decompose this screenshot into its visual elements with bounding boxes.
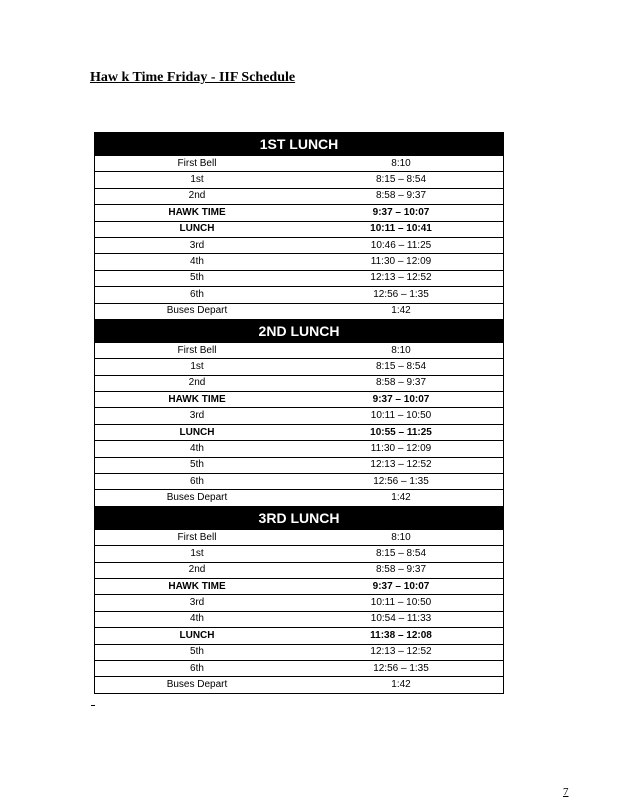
period-cell: 3rd — [95, 237, 300, 253]
schedule-row — [95, 457, 504, 473]
schedule-row — [95, 221, 504, 237]
time-cell: 11:30 – 12:09 — [299, 441, 504, 457]
period-cell: Buses Depart — [95, 677, 300, 693]
period-cell: 5th — [95, 270, 300, 286]
time-cell: 10:11 – 10:50 — [299, 595, 504, 611]
schedule-row — [95, 490, 504, 506]
time-cell: 12:13 – 12:52 — [299, 644, 504, 660]
schedule-row — [95, 660, 504, 676]
time-cell: 10:11 – 10:41 — [299, 221, 504, 237]
schedule-row — [95, 644, 504, 660]
time-cell: 10:46 – 11:25 — [299, 237, 504, 253]
period-cell: 2nd — [95, 375, 300, 391]
schedule-row — [95, 254, 504, 270]
time-cell: 12:56 – 1:35 — [299, 660, 504, 676]
period-cell: HAWK TIME — [95, 392, 300, 408]
time-cell: 8:15 – 8:54 — [299, 359, 504, 375]
schedule-row — [95, 441, 504, 457]
time-cell: 8:10 — [299, 529, 504, 545]
stray-mark — [91, 705, 95, 706]
period-cell: HAWK TIME — [95, 578, 300, 594]
schedule-row — [95, 424, 504, 440]
schedule-row — [95, 578, 504, 594]
period-cell: 6th — [95, 287, 300, 303]
time-cell: 8:15 – 8:54 — [299, 172, 504, 188]
time-cell: 9:37 – 10:07 — [299, 392, 504, 408]
time-cell: 1:42 — [299, 303, 504, 319]
schedule-row — [95, 237, 504, 253]
time-cell: 10:54 – 11:33 — [299, 611, 504, 627]
schedule-row — [95, 529, 504, 545]
time-cell: 1:42 — [299, 490, 504, 506]
section-header-row — [95, 506, 504, 529]
schedule-row — [95, 474, 504, 490]
schedule-row — [95, 287, 504, 303]
schedule-row — [95, 270, 504, 286]
period-cell: 4th — [95, 441, 300, 457]
period-cell: 4th — [95, 611, 300, 627]
schedule-row — [95, 303, 504, 319]
period-cell: First Bell — [95, 342, 300, 358]
schedule-row — [95, 611, 504, 627]
time-cell: 10:11 – 10:50 — [299, 408, 504, 424]
period-cell: 5th — [95, 457, 300, 473]
period-cell: 4th — [95, 254, 300, 270]
period-cell: Buses Depart — [95, 490, 300, 506]
period-cell: 5th — [95, 644, 300, 660]
time-cell: 12:56 – 1:35 — [299, 474, 504, 490]
schedule-row — [95, 359, 504, 375]
period-cell: 1st — [95, 546, 300, 562]
time-cell: 8:58 – 9:37 — [299, 562, 504, 578]
period-cell: First Bell — [95, 529, 300, 545]
schedule-row — [95, 188, 504, 204]
period-cell: 6th — [95, 474, 300, 490]
period-cell: 1st — [95, 359, 300, 375]
time-cell: 8:10 — [299, 156, 504, 172]
time-cell: 12:13 – 12:52 — [299, 270, 504, 286]
time-cell: 8:58 – 9:37 — [299, 375, 504, 391]
schedule-row — [95, 562, 504, 578]
period-cell: 1st — [95, 172, 300, 188]
section-header-row — [95, 133, 504, 156]
schedule-row — [95, 342, 504, 358]
schedule-row — [95, 392, 504, 408]
schedule-row — [95, 677, 504, 693]
section-header-row — [95, 319, 504, 342]
schedule-row — [95, 156, 504, 172]
section-header: 1ST LUNCH — [95, 133, 504, 156]
time-cell: 8:10 — [299, 342, 504, 358]
document-title: Haw k Time Friday - IIF Schedule — [90, 70, 296, 85]
schedule-row — [95, 205, 504, 221]
time-cell: 11:38 – 12:08 — [299, 628, 504, 644]
period-cell: 6th — [95, 660, 300, 676]
schedule-row — [95, 546, 504, 562]
time-cell: 1:42 — [299, 677, 504, 693]
page-number: 7 — [563, 786, 569, 798]
period-cell: First Bell — [95, 156, 300, 172]
period-cell: 2nd — [95, 188, 300, 204]
time-cell: 12:56 – 1:35 — [299, 287, 504, 303]
time-cell: 9:37 – 10:07 — [299, 205, 504, 221]
schedule-row — [95, 595, 504, 611]
schedule-row — [95, 172, 504, 188]
section-header: 2ND LUNCH — [95, 319, 504, 342]
period-cell: LUNCH — [95, 424, 300, 440]
period-cell: 3rd — [95, 408, 300, 424]
period-cell: HAWK TIME — [95, 205, 300, 221]
time-cell: 10:55 – 11:25 — [299, 424, 504, 440]
schedule-row — [95, 375, 504, 391]
period-cell: LUNCH — [95, 221, 300, 237]
time-cell: 12:13 – 12:52 — [299, 457, 504, 473]
schedule-table — [94, 132, 504, 694]
time-cell: 8:58 – 9:37 — [299, 188, 504, 204]
period-cell: 2nd — [95, 562, 300, 578]
period-cell: LUNCH — [95, 628, 300, 644]
time-cell: 11:30 – 12:09 — [299, 254, 504, 270]
period-cell: 3rd — [95, 595, 300, 611]
time-cell: 9:37 – 10:07 — [299, 578, 504, 594]
period-cell: Buses Depart — [95, 303, 300, 319]
schedule-row — [95, 628, 504, 644]
schedule-body — [95, 133, 504, 694]
section-header: 3RD LUNCH — [95, 506, 504, 529]
time-cell: 8:15 – 8:54 — [299, 546, 504, 562]
schedule-row — [95, 408, 504, 424]
